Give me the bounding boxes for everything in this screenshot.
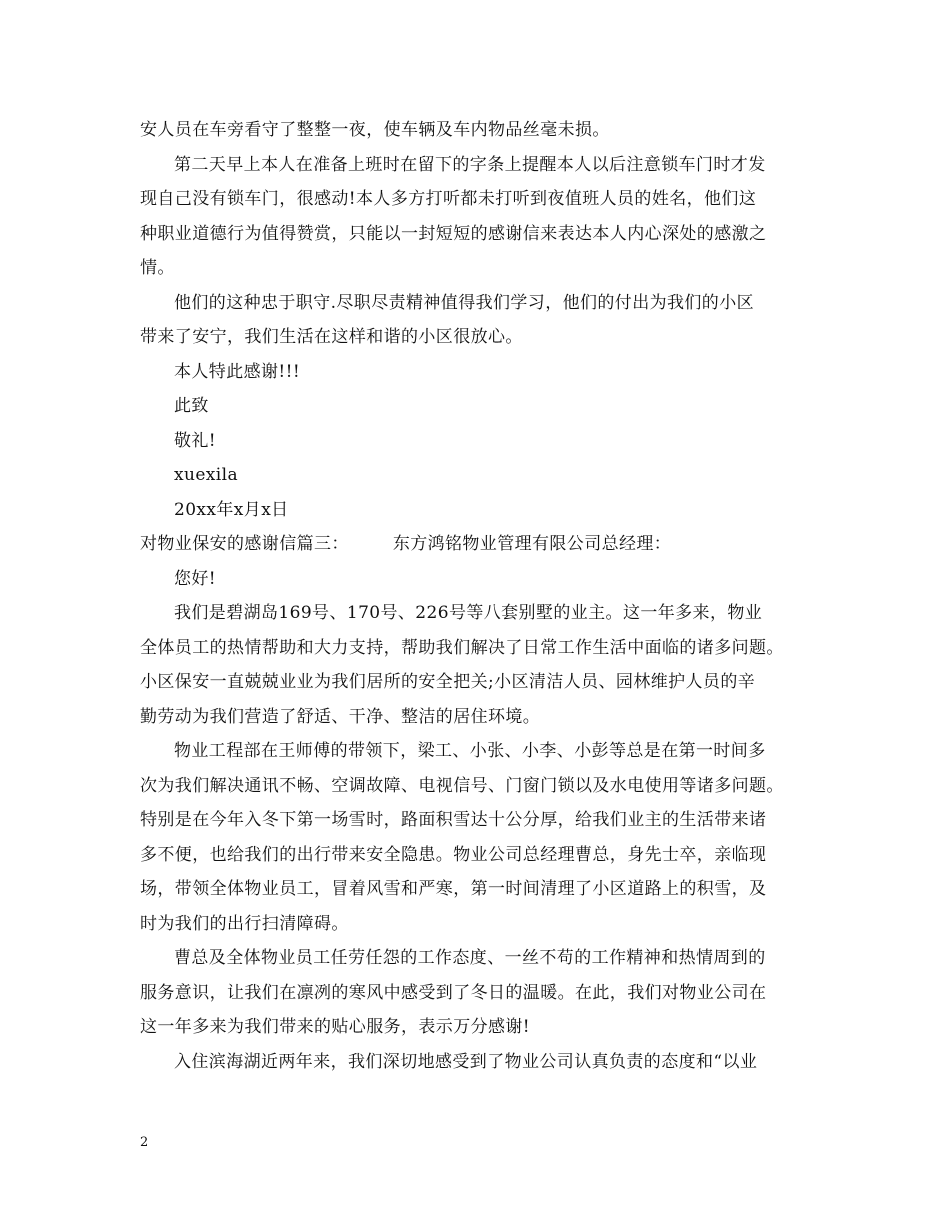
text-line: 本人特此感谢!!! — [174, 361, 301, 382]
text-line: 勤劳动为我们营造了舒适、干净、整洁的居住环境。 — [140, 706, 541, 727]
text-line: 现自己没有锁车门，很感动!本人多方打听都未打听到夜值班人员的姓名，他们这 — [140, 189, 757, 209]
letter-addressee: 东方鸿铭物业管理有限公司总经理： — [392, 534, 672, 554]
text-line: 情。 — [140, 258, 175, 278]
text-line: 20xx年x月x日 — [174, 499, 289, 520]
text-line: 曹总及全体物业员工任劳任怨的工作态度、一丝不苟的工作精神和热情周到的 — [174, 948, 766, 968]
text-line: 他们的这种忠于职守.尽职尽责精神值得我们学习，他们的付出为我们的小区 — [174, 292, 755, 313]
text-line: 物业工程部在王师傅的带领下，梁工、小张、小李、小彭等总是在第一时间多 — [174, 741, 766, 761]
text-line: xuexila — [174, 465, 238, 485]
paragraph-block-1 — [140, 113, 820, 527]
text-line: 种职业道德行为值得赞赏，只能以一封短短的感谢信来表达本人内心深处的感激之 — [140, 223, 767, 244]
section-heading: 对物业保安的感谢信篇三： — [140, 534, 349, 554]
text-line: 小区保安一直兢兢业业为我们居所的安全把关;小区清洁人员、园林维护人员的辛 — [140, 672, 756, 692]
text-line: 特别是在今年入冬下第一场雪时，路面积雪达十公分厚，给我们业主的生活带来诸 — [140, 810, 767, 830]
text-line: 场，带领全体物业员工，冒着风雪和严寒，第一时间清理了小区道路上的积雪，及 — [140, 879, 767, 899]
document-body — [140, 113, 820, 1079]
page-number: 2 — [140, 1135, 149, 1150]
text-line: 敬礼! — [174, 430, 217, 451]
text-line: 入住滨海湖近两年来，我们深切地感受到了物业公司认真负责的态度和“以业 — [174, 1051, 758, 1072]
paragraph-block-2 — [140, 562, 820, 1080]
text-line: 带来了安宁，我们生活在这样和谐的小区很放心。 — [140, 327, 523, 347]
text-line: 服务意识，让我们在凛冽的寒风中感受到了冬日的温暖。在此，我们对物业公司在 — [140, 982, 767, 1003]
text-line: 次为我们解决通讯不畅、空调故障、电视信号、门窗门锁以及水电使用等诸多问题。 — [140, 775, 784, 796]
text-line: 时为我们的出行扫清障碍。 — [140, 913, 349, 934]
text-line: 我们是碧湖岛169号、170号、226号等八套别墅的业主。这一年多来，物业 — [174, 603, 763, 623]
text-line: 多不便，也给我们的出行带来安全隐患。物业公司总经理曹总，身先士卒，亲临现 — [140, 844, 767, 865]
section-heading-line — [140, 527, 820, 562]
text-line: 安人员在车旁看守了整整一夜，使车辆及车内物品丝毫未损。 — [140, 120, 610, 140]
text-line: 您好! — [174, 568, 217, 589]
text-line: 此致 — [174, 396, 209, 416]
text-line: 这一年多来为我们带来的贴心服务，表示万分感谢! — [140, 1017, 531, 1037]
text-line: 全体员工的热情帮助和大力支持，帮助我们解决了日常工作生活中面临的诸多问题。 — [140, 637, 784, 658]
text-line: 第二天早上本人在准备上班时在留下的字条上提醒本人以后注意锁车门时才发 — [174, 154, 766, 175]
